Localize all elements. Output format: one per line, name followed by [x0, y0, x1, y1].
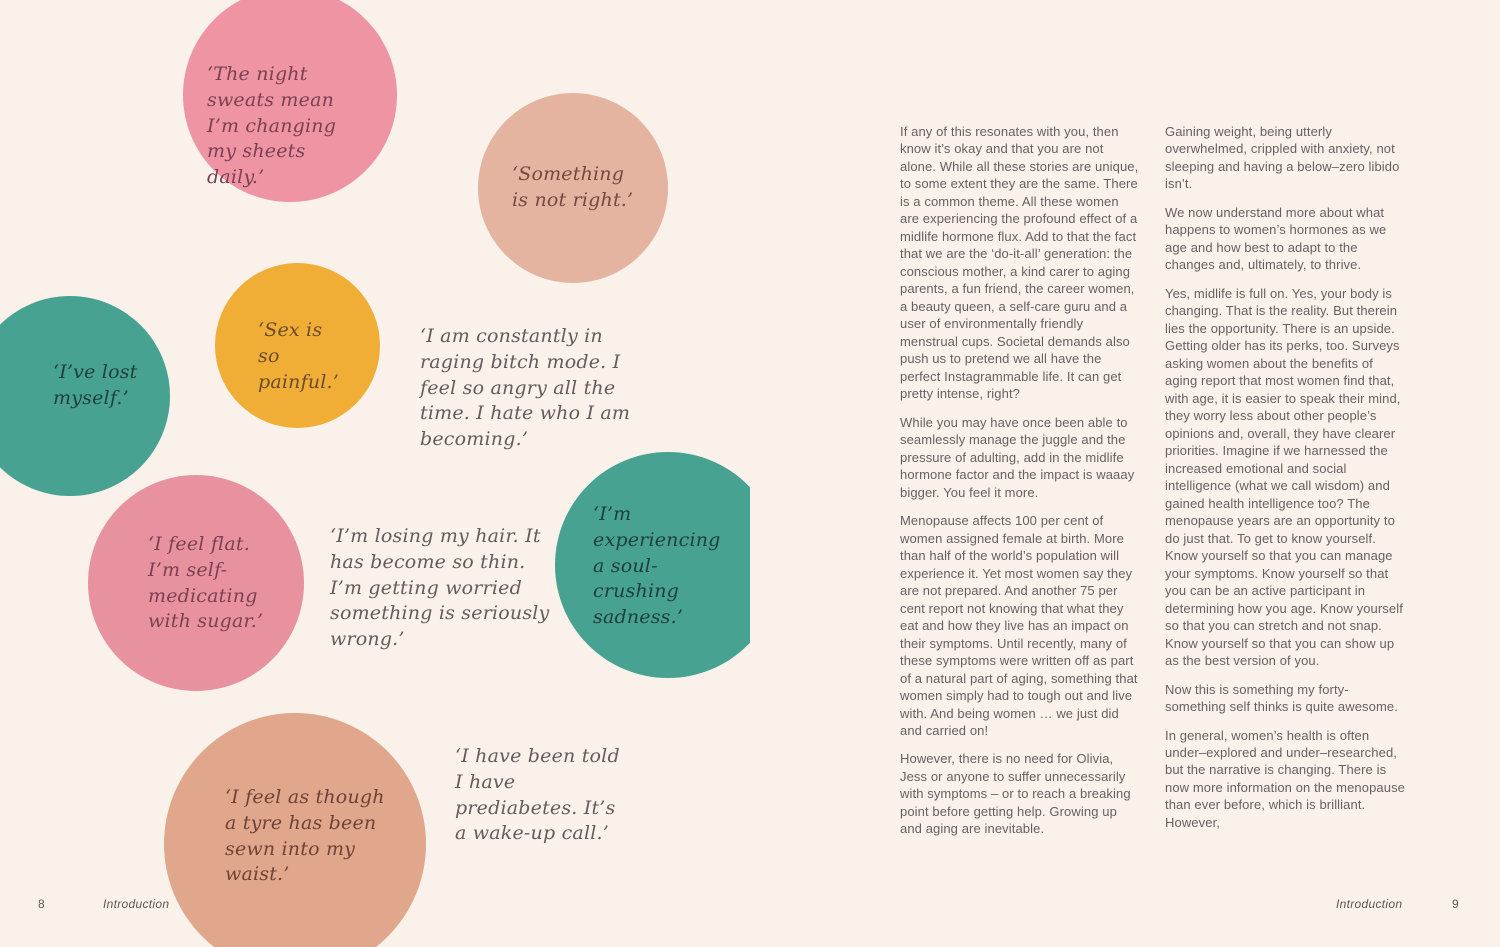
paragraph: Gaining weight, being utterly overwhelmed, crippled with anxiety, not sleeping and having a below–zero libido isn’t. — [1165, 124, 1400, 192]
paragraph: Now this is something my forty-something self thinks is quite awesome. — [1165, 681, 1398, 715]
right-section-label: Introduction — [1336, 897, 1403, 911]
bubble-quote-text: ‘I feel as though a tyre has been sewn into my waist.’ — [225, 786, 385, 886]
bubble-quote-text: ‘Sex is so painful.’ — [258, 319, 340, 393]
body-column-2 — [1165, 123, 1405, 842]
left-section-label: Introduction — [103, 897, 170, 911]
paragraph: In general, women’s health is often under–explored and under–researched, but the narrative is changing. There is now more information on the menopause than ever before, which is brilliant. However, — [1165, 727, 1406, 830]
body-column-1 — [900, 123, 1140, 849]
paragraph: Menopause affects 100 per cent of women assigned female at birth. More than half of the world’s population will experience it. Yet most women say they are not prepared. And another 75 per cent report not knowing that what they eat and how they live has an impact on their symptoms. Until recently, many of these symptoms were written off as part of a natural part of aging, something that women simply had to tough out and live with. And being women … we just did and carried on! — [900, 513, 1138, 738]
right-page-number: 9 — [1452, 897, 1459, 911]
bubble-quote-text: ‘The night sweats mean I’m changing my sheets daily.’ — [207, 63, 337, 189]
bubble-quote-text: ‘Something is not right.’ — [512, 163, 634, 211]
paragraph: While you may have once been able to seamlessly manage the juggle and the pressure of adulting, add in the midlife hormone factor and the impact is waaay bigger. You feel it more. — [900, 414, 1135, 500]
left-page-number: 8 — [38, 897, 45, 911]
paragraph: If any of this resonates with you, then know it’s okay and that you are not alone. While all these stories are unique, to some extent they are the same. There is a common theme. All these women are experiencing the profound effect of a midlife hormone flux. Add to that the fact that we are the ‘do-it-all’ generation: the conscious mother, a kind carer to aging parents, a fun friend, the career women, a beauty queen, a self-care guru and a user of environmentally friendly menstrual cups. Societal demands also push us to pretend we all have the perfect Instagrammable life. It can get pretty intense, right? — [900, 124, 1139, 402]
paragraph: However, there is no need for Olivia, Jess or anyone to suffer unnecessarily with symptoms – or to reach a breaking point before getting help. Growing up and aging are inevitable. — [900, 751, 1131, 837]
bubble-quote-text: ‘I feel flat. I’m self-medicating with sugar.’ — [148, 533, 264, 633]
quote-bubble-soul-crushing-clip — [555, 452, 750, 678]
floating-quote-prediabetes: ‘I have been told I have prediabetes. It’s a wake-up call.’ — [455, 745, 620, 845]
paragraph: We now understand more about what happens to women’s hormones as we age and how best to adapt to the changes and, ultimately, to thrive. — [1165, 204, 1387, 273]
floating-quote-losing-hair: ‘I’m losing my hair. It has become so thin. I’m getting worried something is seriously wrong.’ — [330, 525, 550, 651]
bubble-quote-text: ‘I’m experiencing a soul-crushing sadness.’ — [593, 503, 721, 629]
bubble-quote-text: ‘I’ve lost myself.’ — [53, 361, 138, 409]
paragraph: Yes, midlife is full on. Yes, your body is changing. That is the reality. But therein lies the opportunity. There is an upside. Getting older has its perks, too. Surveys asking women about the benefits of aging report that most women find that, with age, it is easier to speak their mind, they worry less about other people’s opinions and, overall, they have clearer priorities. Imagine if we harnessed the increased emotional and social intelligence (what we call wisdom) and gained health intelligence too? The menopause years are an opportunity to do just that. To get to know yourself. Know yourself so that you can manage your symptoms. Know yourself so that you can be an active participant in determining how you age. Know yourself so that you can stretch and not snap. Know yourself so that you can show up as the best version of you. — [1165, 285, 1403, 669]
floating-quote-raging: ‘I am constantly in raging bitch mode. I feel so angry all the time. I hate who I am becoming.’ — [420, 325, 631, 451]
